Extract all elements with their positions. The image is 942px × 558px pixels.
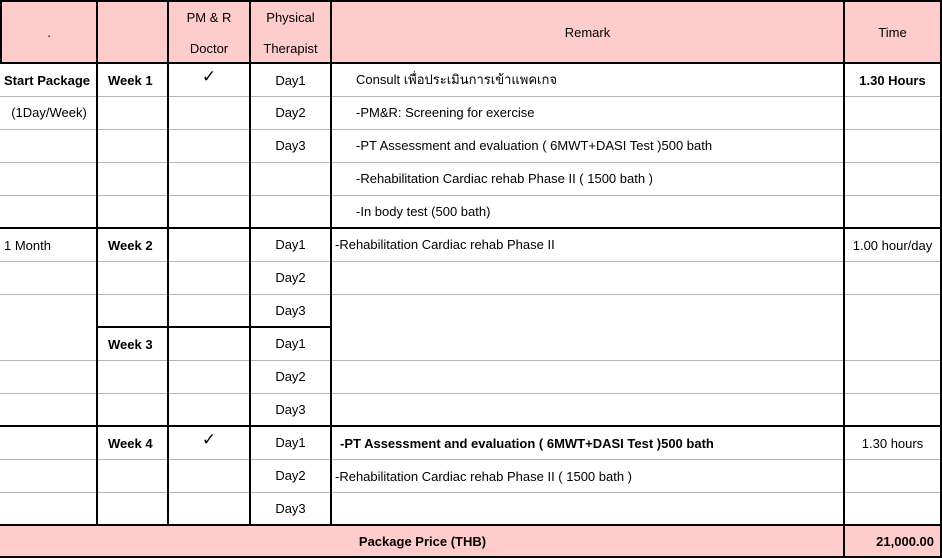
grid-line: [0, 129, 942, 130]
week4-doctor-check-icon: ✓: [201, 430, 217, 450]
week1-doctor-check-icon: ✓: [201, 67, 217, 87]
grid-line: [0, 393, 942, 394]
week2-day2: Day2: [275, 270, 306, 285]
header-doctor-line2: Doctor: [189, 41, 229, 56]
week3-day3: Day3: [275, 402, 306, 417]
column-border: [330, 0, 332, 525]
week3-border: [97, 326, 331, 328]
week4-border: [0, 425, 942, 427]
week1-day1: Day1: [275, 73, 306, 88]
table-border-top: [0, 0, 942, 2]
grid-line: [0, 96, 942, 97]
week1-label: Week 1: [108, 73, 153, 88]
week4-day2: Day2: [275, 468, 306, 483]
grid-line: [0, 162, 942, 163]
week4-time: 1.30 hours: [861, 436, 924, 451]
package-price-value: 21,000.00: [876, 534, 934, 549]
week3-label: Week 3: [108, 337, 153, 352]
footer-top-border: [0, 524, 942, 526]
week2-remark: -Rehabilitation Cardiac rehab Phase II: [335, 237, 555, 252]
week2-time: 1.00 hour/day: [852, 238, 933, 253]
section-border: [0, 227, 942, 229]
remark-pt-assessment: -PT Assessment and evaluation ( 6MWT+DASI Test )500 bath: [356, 138, 713, 153]
start-package-frequency: (1Day/Week): [11, 105, 87, 120]
package-price-label: Package Price (THB): [358, 534, 487, 549]
week4-remark-pt-assessment: -PT Assessment and evaluation ( 6MWT+DASI Test )500 bath: [340, 436, 714, 451]
start-package-label: Start Package: [4, 73, 90, 88]
grid-line: [0, 360, 942, 361]
header-doctor-line1: PM & R: [186, 10, 232, 25]
remark-inbody-test: -In body test (500 bath): [356, 204, 491, 219]
week4-label: Week 4: [108, 436, 153, 451]
remark-rehab-phase2: -Rehabilitation Cardiac rehab Phase II ( 1500 bath ): [356, 171, 654, 186]
remark-screening: -PM&R: Screening for exercise: [356, 105, 535, 120]
week3-day1: Day1: [275, 336, 306, 351]
week2-day3: Day3: [275, 303, 306, 318]
grid-line: [0, 459, 942, 460]
header-time: Time: [878, 25, 907, 40]
week1-day3: Day3: [275, 138, 306, 153]
header-bottom-border: [0, 62, 942, 64]
grid-line: [0, 195, 942, 196]
week4-remark-rehab: -Rehabilitation Cardiac rehab Phase II ( 1500 bath ): [335, 469, 633, 484]
week1-day2: Day2: [275, 105, 306, 120]
week4-day1: Day1: [275, 435, 306, 450]
header-remark: Remark: [564, 25, 611, 40]
week4-day3: Day3: [275, 501, 306, 516]
start-package-time: 1.30 Hours: [859, 73, 926, 88]
grid-line: [0, 492, 942, 493]
one-month-label: 1 Month: [4, 238, 51, 253]
column-border: [96, 0, 98, 525]
header-pt-line2: Therapist: [263, 41, 318, 56]
week2-day1: Day1: [275, 237, 306, 252]
header-pt-line1: Physical: [266, 10, 315, 25]
remark-consult: Consult เพื่อประเมินการเข้าแพคเกจ: [356, 72, 557, 87]
grid-line: [0, 294, 942, 295]
week2-label: Week 2: [108, 238, 153, 253]
header-period: .: [47, 25, 51, 40]
week3-day2: Day2: [275, 369, 306, 384]
grid-line: [0, 261, 942, 262]
